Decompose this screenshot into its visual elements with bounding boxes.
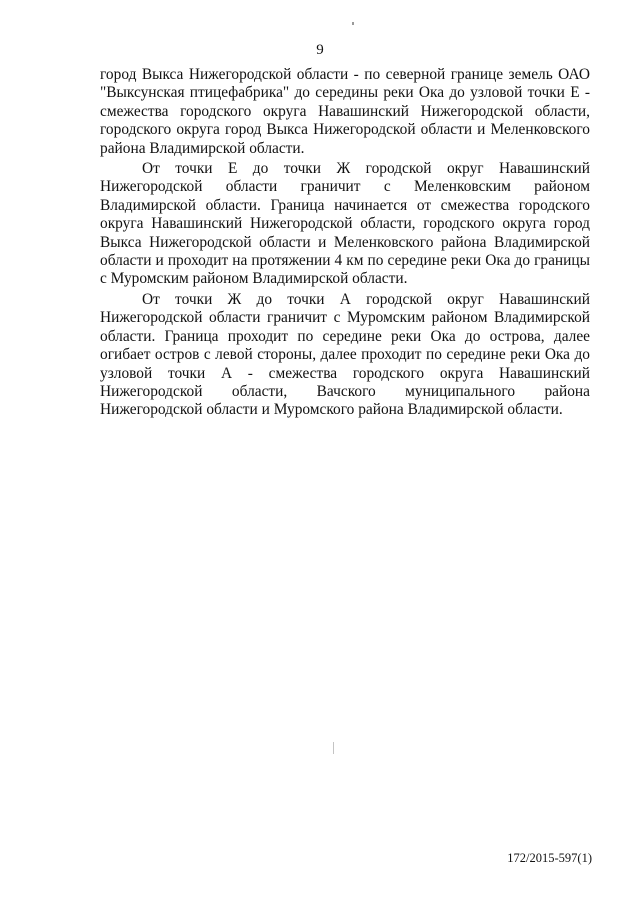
document-code: 172/2015-597(1) bbox=[507, 851, 592, 865]
scan-mark bbox=[352, 22, 354, 25]
paragraph-1: город Выкса Нижегородской области - по северной границе земель ОАО "Выксунская птицефабрика" до середины реки Ока до узловой точки Е - смежества городского округа Навашинский Нижегородской области, городского округа город Выкса Нижегородской области и Меленковского района Владимирской области. bbox=[100, 66, 590, 157]
paragraph-3: От точки Ж до точки А городской округ Навашинский Нижегородской области граничит с Муромским районом Владимирской области. Граница проходит по середине реки Ока до острова, далее огибает остров с левой стороны, далее проходит по середине реки Ока до узловой точки А - смежества городского округа Навашинский Нижегородской области, Вачского муниципального района Нижегородской области и Муромского района Владимирской области. bbox=[100, 290, 590, 419]
paragraph-2: От точки Е до точки Ж городской округ Навашинский Нижегородской области граничит с Меленковским районом Владимирской области. Граница начинается от смежества городского округа Навашинский Нижегородской области, городского округа город Выкса Нижегородской области и Меленковского района Владимирской области и проходит на протяжении 4 км по середине реки Ока до границы с Муромским районом Владимирской области. bbox=[100, 160, 590, 288]
scan-mark bbox=[333, 742, 334, 754]
document-body bbox=[100, 66, 590, 422]
page-number: 9 bbox=[316, 42, 324, 58]
